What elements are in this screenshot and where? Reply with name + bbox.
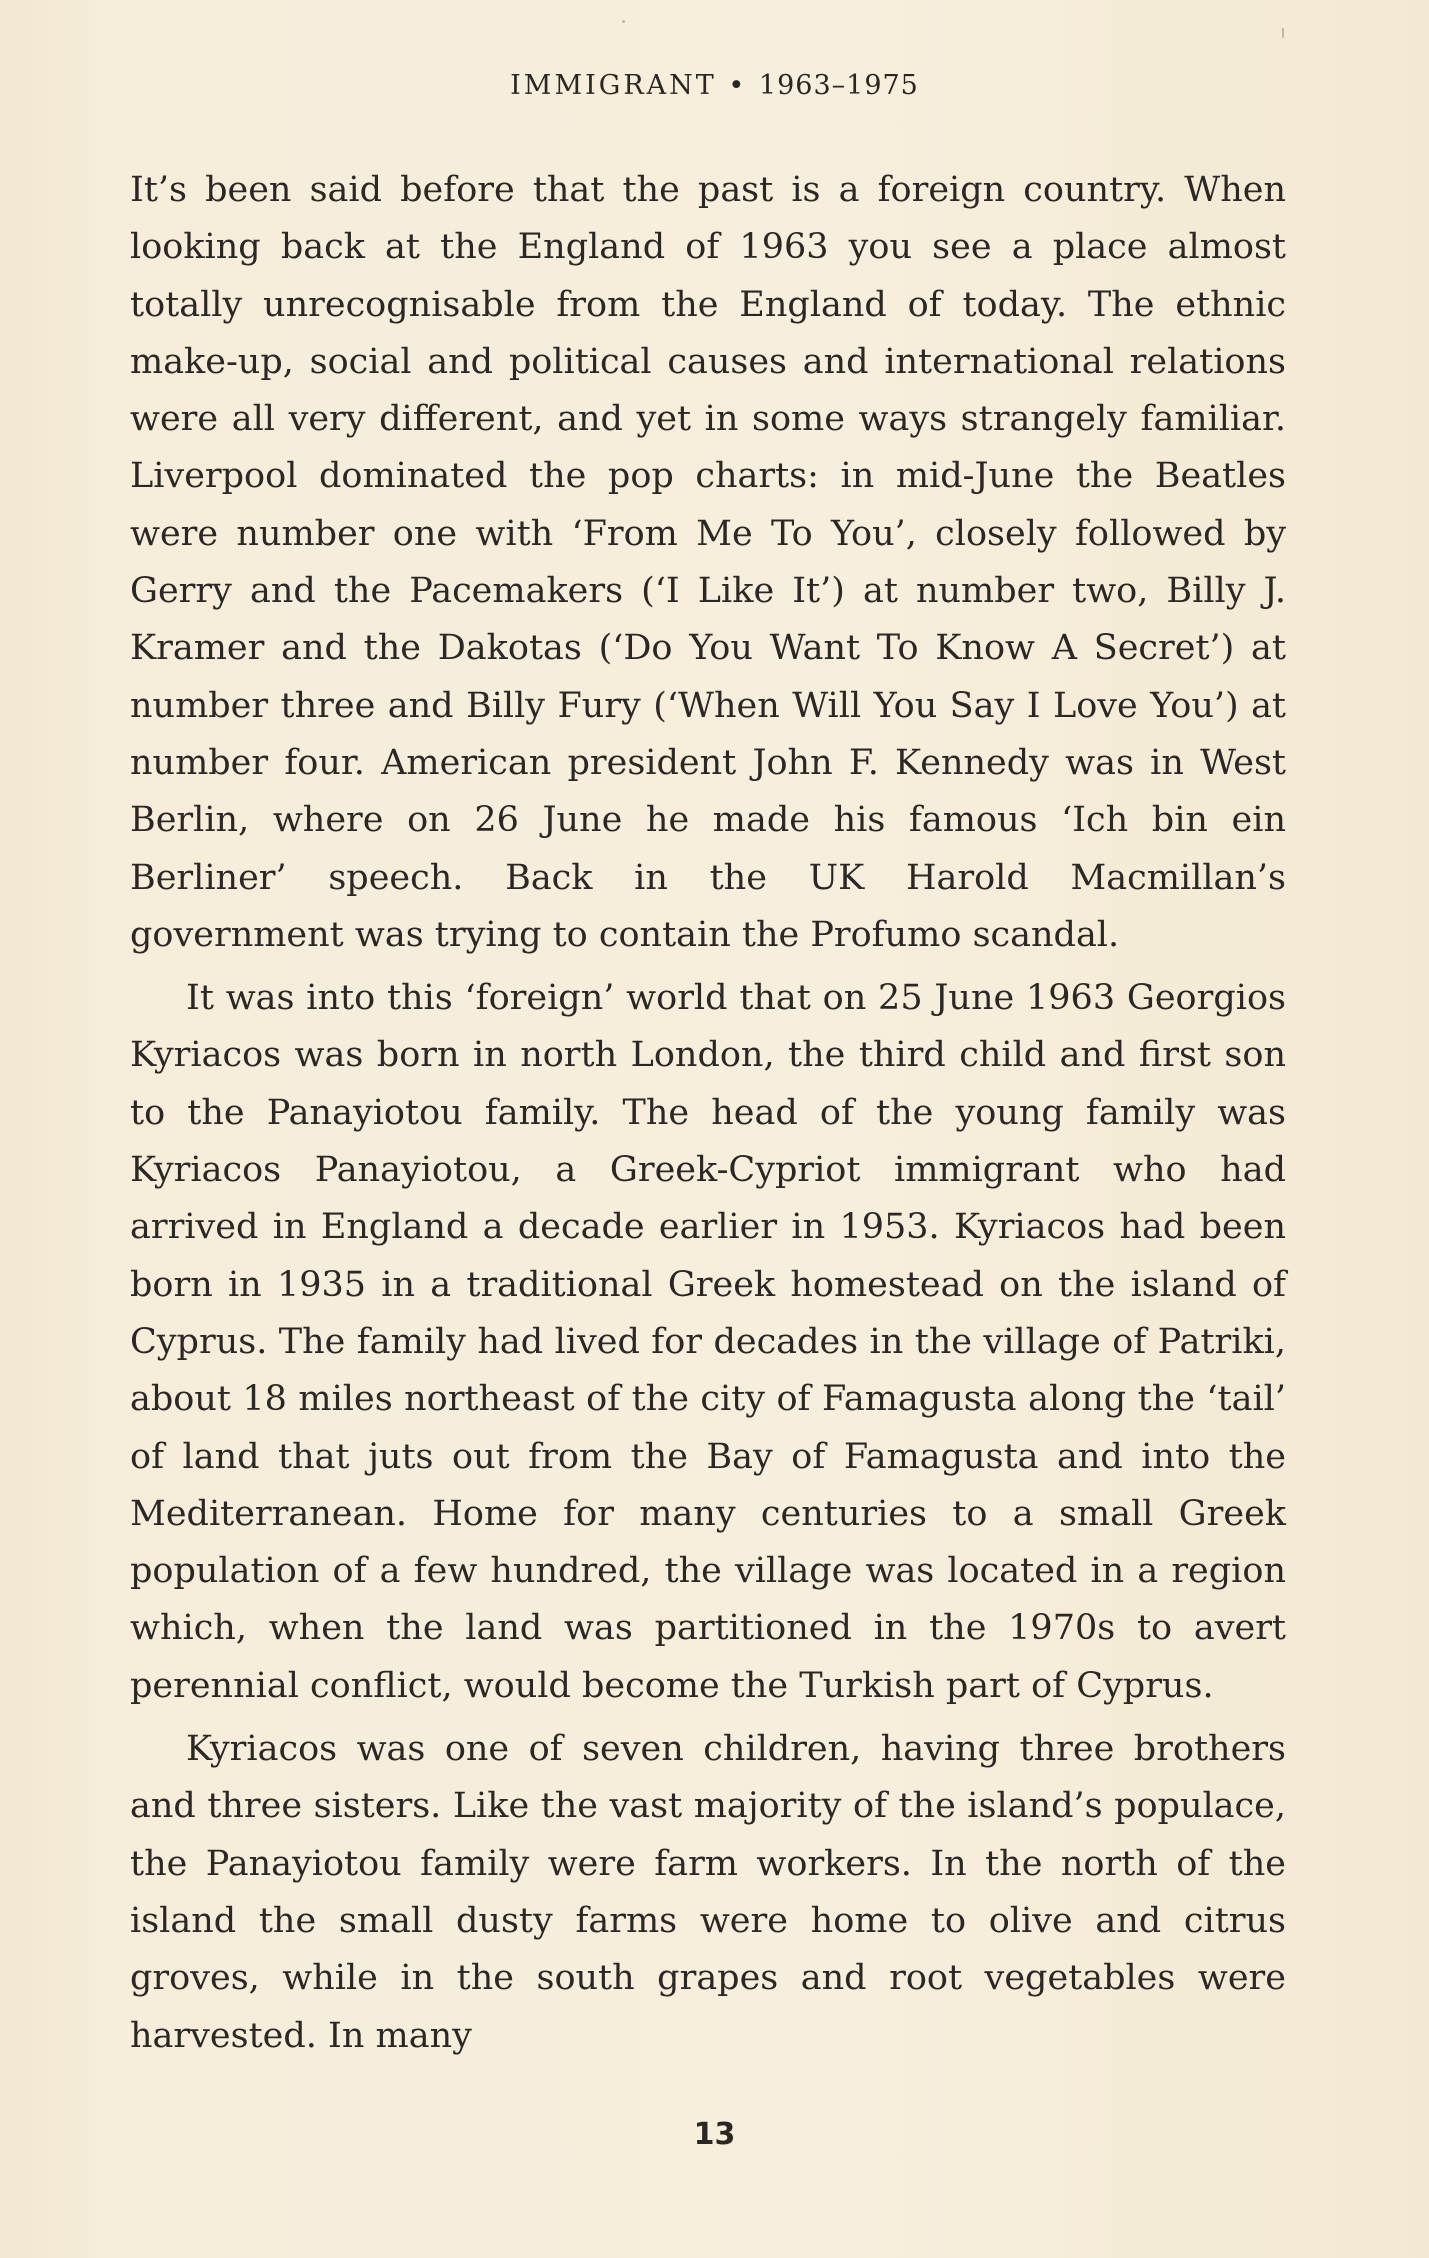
paragraph: It’s been said before that the past is a foreign country. When looking back at the England of 1963 you see a place almost totally unrecognisable from the England of today. The ethnic make-up, social and political causes and international relations were all very different, and yet in some ways strangely familiar. Liverpool dominated the pop charts: in mid-June the Beatles were number one with ‘From Me To You’, closely followed by Gerry and the Pacemakers (‘I Like It’) at number two, Billy J. Kramer and the Dakotas (‘Do You Want To Know A Secret’) at number three and Billy Fury (‘When Will You Say I Love You’) at number four. American president John F. Kennedy was in West Berlin, where on 26 June he made his famous ‘Ich bin ein Berliner’ speech. Back in the UK Harold Macmillan’s government was trying to contain the Profumo scandal.	[130, 170, 1286, 955]
running-head-title: IMMIGRANT	[510, 70, 717, 101]
paragraph: Kyriacos was one of seven children, having three brothers and three sisters. Like the vast majority of the island’s populace, the Panayiotou family were farm workers. In the north of the island the small dusty farms were home to olive and citrus groves, while in the south grapes and root vegetables were harvested. In many	[130, 1729, 1286, 2056]
running-head	[0, 70, 1429, 101]
running-head-years: 1963–1975	[758, 70, 919, 101]
paper-speck	[622, 20, 625, 23]
page-number: 13	[693, 2117, 736, 2152]
paper-speck	[1282, 28, 1284, 38]
paragraph: It was into this ‘foreign’ world that on 25 June 1963 Georgios Kyriacos was born in north London, the third child and first son to the Panayiotou family. The head of the young family was Kyriacos Panayiotou, a Greek-Cypriot immigrant who had arrived in England a decade earlier in 1953. Kyriacos had been born in 1935 in a traditional Greek homestead on the island of Cyprus. The family had lived for decades in the village of Patriki, about 18 miles northeast of the city of Famagusta along the ‘tail’ of land that juts out from the Bay of Famagusta and into the Mediterranean. Home for many centuries to a small Greek population of a few hundred, the village was located in a region which, when the land was partitioned in the 1970s to avert perennial conflict, would become the Turkish part of Cyprus.	[130, 978, 1286, 1706]
running-head-separator: •	[728, 70, 748, 101]
body-text	[130, 162, 1286, 2065]
